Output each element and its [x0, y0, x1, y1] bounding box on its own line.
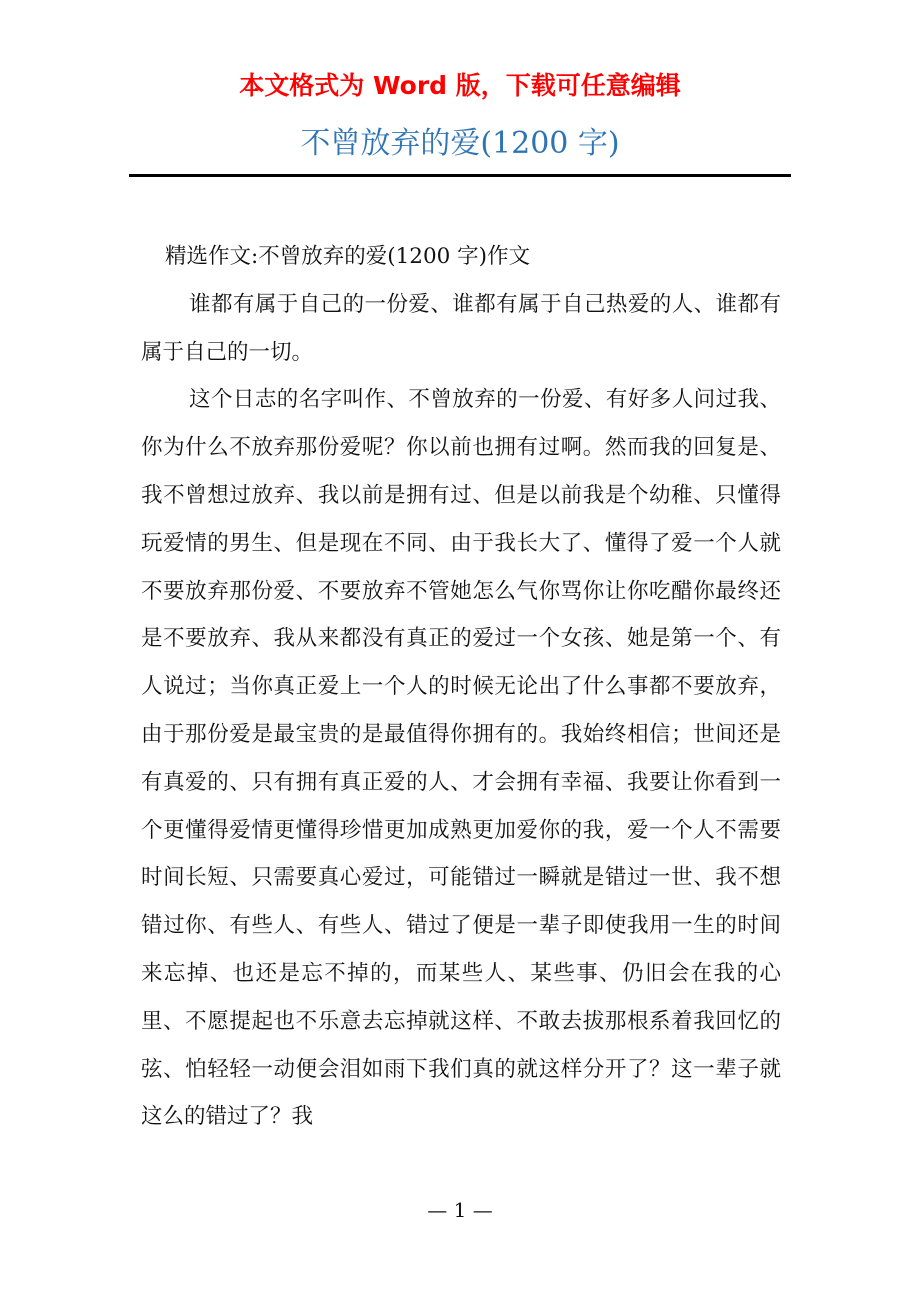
document-title: 不曾放弃的爱(1200 字) [300, 126, 620, 161]
header-divider [129, 174, 791, 177]
paragraph: 谁都有属于自己的一份爱、谁都有属于自己热爱的人、谁都有属于自己的一切。 [141, 291, 781, 365]
intro-line: 精选作文:不曾放弃的爱(1200 字)作文 [165, 244, 531, 269]
page-number: — 1 — [427, 1198, 493, 1222]
download-banner: 本文格式为 Word 版，下载可任意编辑 [239, 71, 681, 100]
paragraph: 这个日志的名字叫作、不曾放弃的一份爱、有好多人问过我、你为什么不放弃那份爱呢？你以前也拥有过啊。然而我的回复是、我不曾想过放弃、我以前是拥有过、但是以前我是个幼稚、只懂得玩爱情的男生、但是现在不同、由于我长大了、懂得了爱一个人就不要放弃那份爱、不要放弃不管她怎么气你骂你让你吃醋你最终还是不要放弃、我从来都没有真正的爱过一个女孩、她是第一个、有人说过；当你真正爱上一个人的时候无论出了什么事都不要放弃，由于那份爱是最宝贵的是最值得你拥有的。我始终相信；世间还是有真爱的、只有拥有真正爱的人、才会拥有幸福、我要让你看到一个更懂得爱情更懂得珍惜更加成熟更加爱你的我，爱一个人不需要时间长短、只需要真心爱过，可能错过一瞬就是错过一世、我不想错过你、有些人、有些人、错过了便是一辈子即使我用一生的时间来忘掉、也还是忘不掉的，而某些人、某些事、仍旧会在我的心里、不愿提起也不乐意去忘掉就这样、不敢去拔那根系着我回忆的弦、怕轻轻一动便会泪如雨下我们真的就这样分开了？这一辈子就这么的错过了？我 [141, 387, 781, 1130]
document-body [141, 233, 781, 1141]
